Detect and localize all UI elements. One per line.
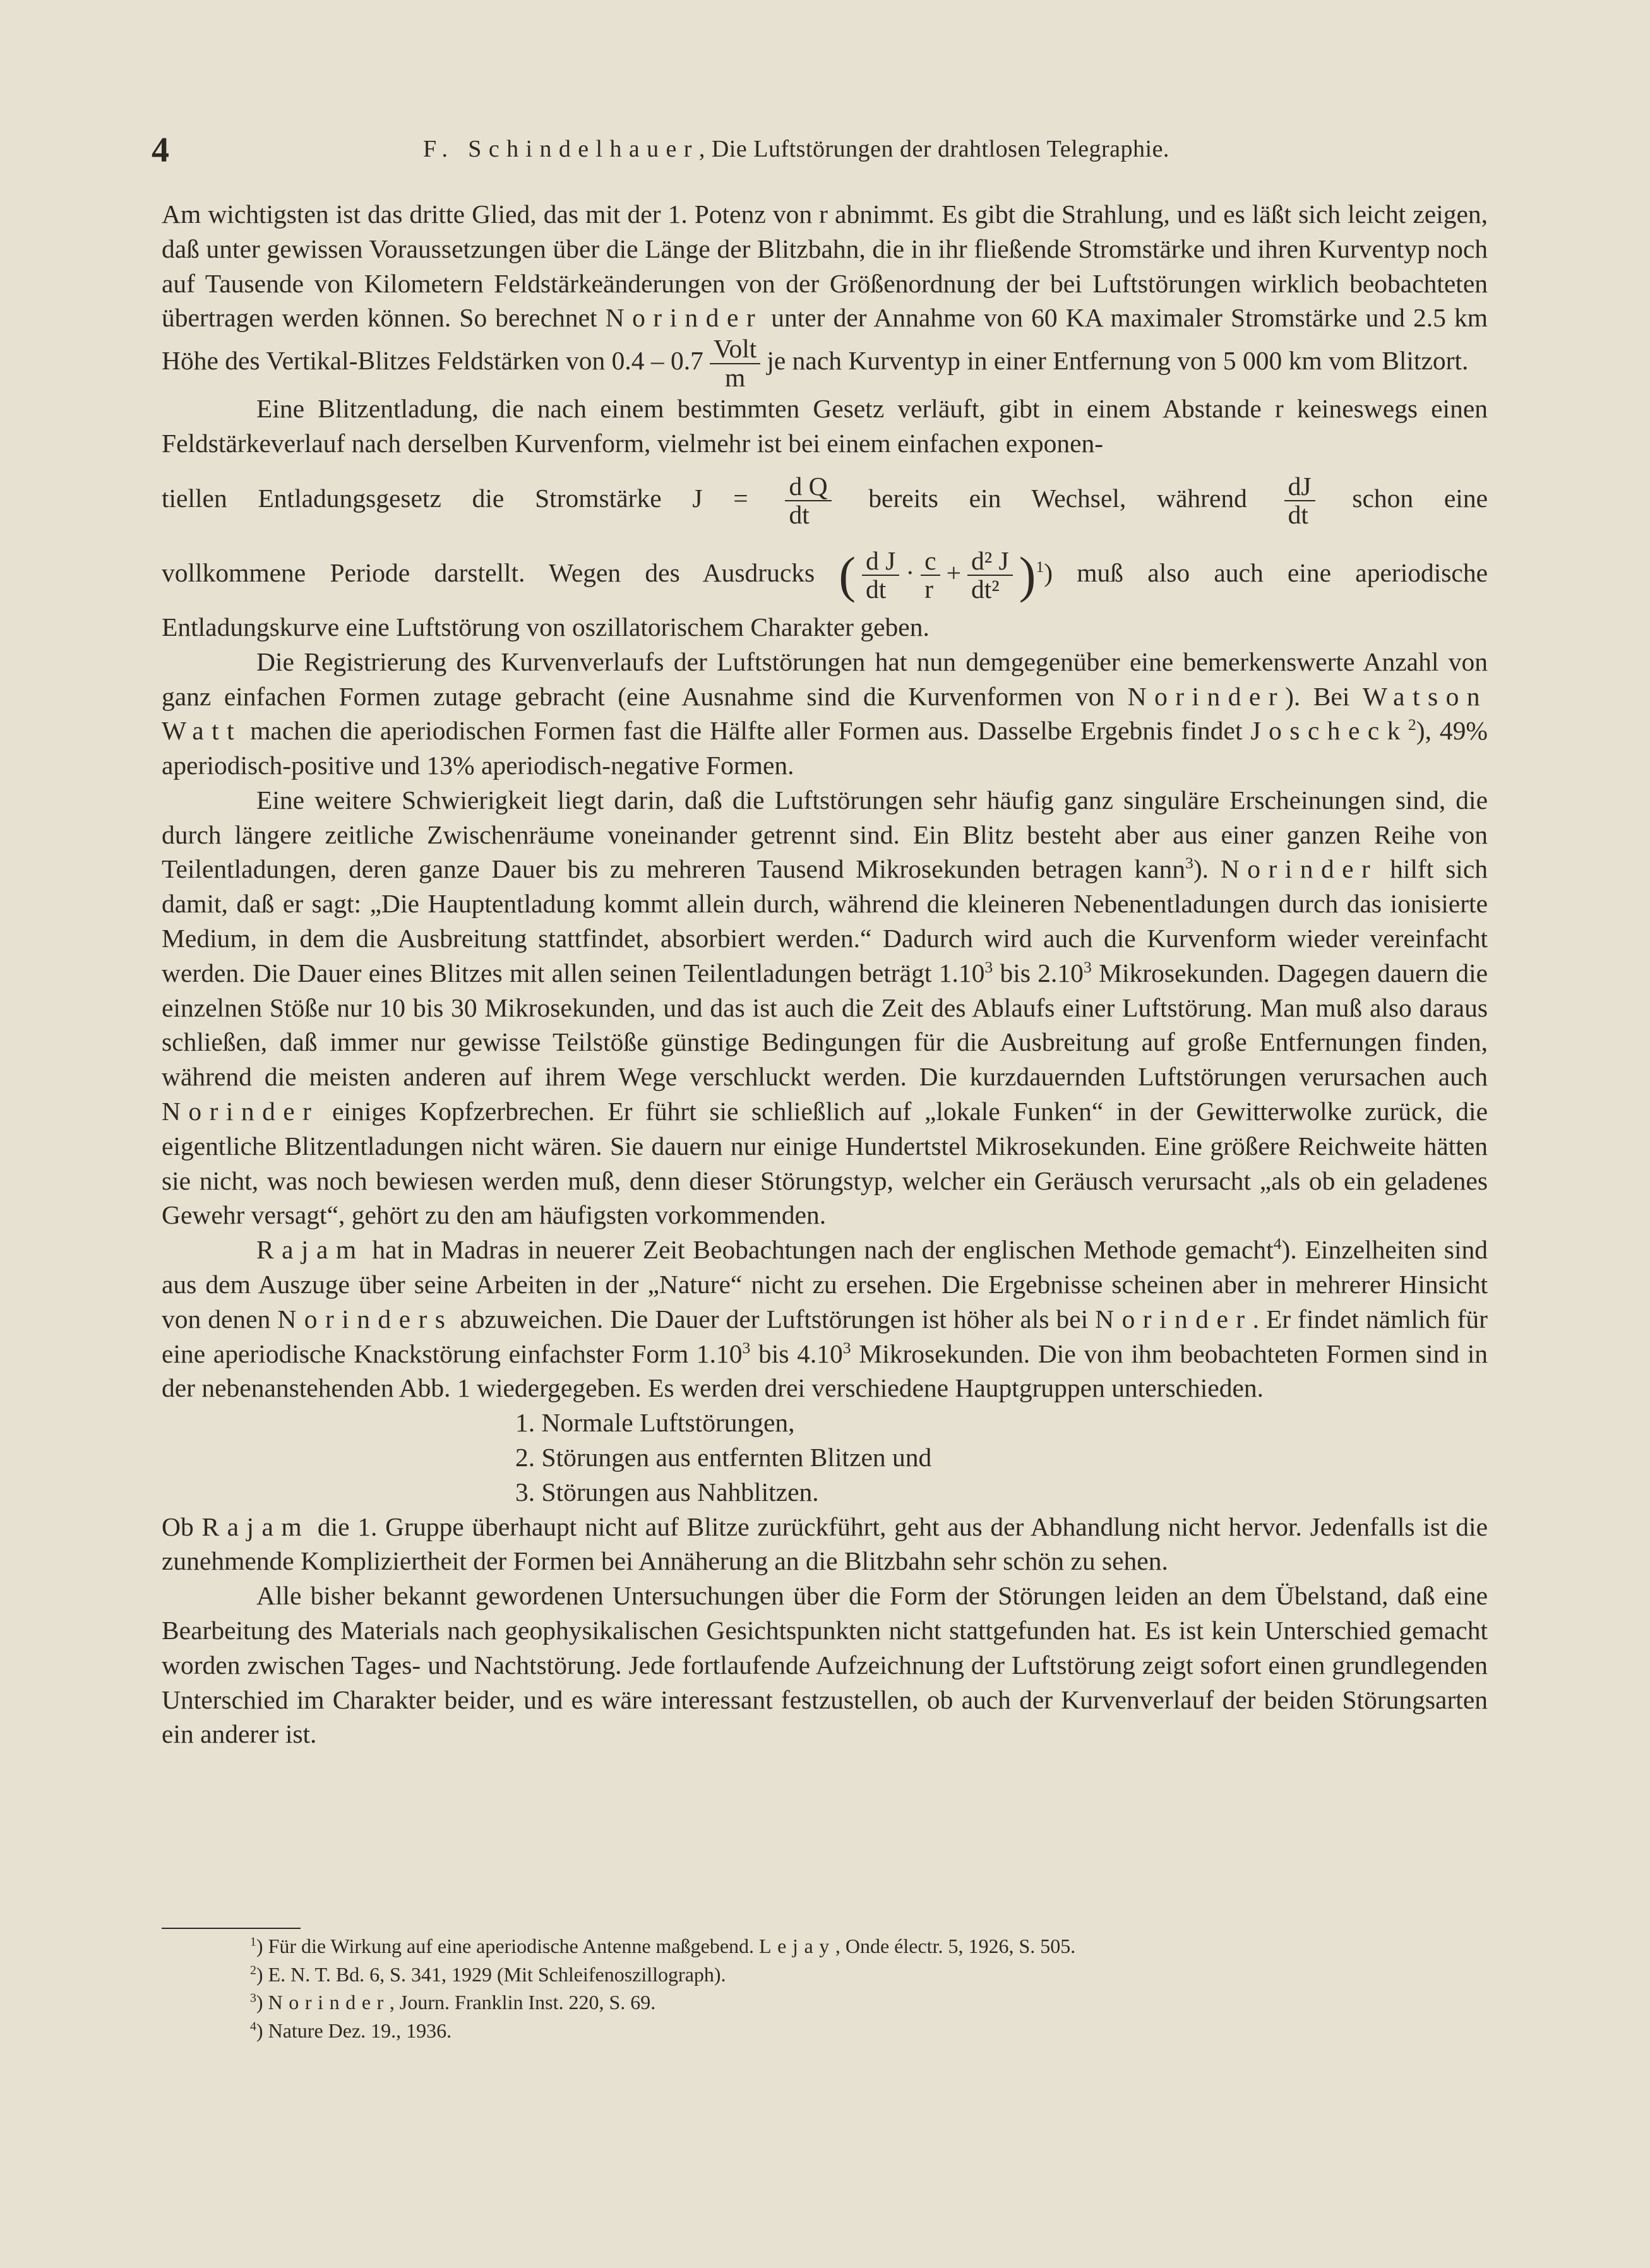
footnote-4 [250, 2017, 1450, 2045]
fraction-denominator: dt [866, 575, 887, 604]
text-run: machen die aperiodischen Formen fast die Hälfte aller Formen aus. Dasselbe Ergebnis findet [242, 716, 1251, 746]
paragraph-2-end [162, 610, 1488, 645]
fraction-denominator: dt [1288, 500, 1308, 530]
author-name: Norinder [268, 1991, 390, 2014]
author-name: Watson Watt [162, 681, 1488, 746]
author-name: F. Schindelhauer [423, 136, 699, 162]
fraction-numerator: c [921, 547, 940, 576]
fraction-volt-per-meter [710, 335, 760, 391]
footnotes [250, 1932, 1450, 2044]
text-run: einiges Kopfzerbrechen. Er führt sie schließlich auf „lokale Funken“ in der Gewitterwolke zurück, die eigentliche Blitzentladungen nicht wären. Sie dauern nur einige Hundertstel Mikrosekunden. Eine größere Reichweite hätten sie nicht, was noch bewiesen werden muß, denn dieser Störungstyp, welcher ein Geräusch verursacht „als ob ein geladenes Gewehr versagt“, gehört zu den am häufigsten vorkommenden. [162, 1097, 1488, 1230]
list-item: 1. Normale Luftstörungen, [515, 1408, 795, 1438]
author-name: Lejay [759, 1935, 835, 1957]
paragraph-1 [162, 197, 1488, 391]
author-name: Norinder [1095, 1304, 1253, 1334]
footnote-2 [250, 1961, 1450, 1989]
fraction-denominator: dt² [971, 575, 1000, 604]
text-run: abzuweichen. Die Dauer der Luftstörungen ist höher als bei [453, 1304, 1096, 1334]
text-run: . Er findet nämlich für eine aperiodische Knackstörung einfachster Form 1.10 [162, 1304, 1488, 1368]
fraction-numerator: Volt [710, 335, 760, 364]
text-run: ) Nature Dez. 19., 1936. [256, 2019, 452, 2042]
text-run: hat in Madras in neuerer Zeit Beobachtungen nach der englischen Methode gemacht [364, 1235, 1274, 1265]
text-run: Eine Blitzentladung, die nach einem bestimmten Gesetz verläuft, gibt in einem Abstande r keineswegs einen Feldstärkeverlauf nach derselben Kurvenform, vielmehr ist bei einem einfachen exponen- [162, 394, 1488, 458]
text-run: Eine weitere Schwierigkeit liegt darin, daß die Luftstörungen sehr häufig ganz singuläre Erscheinungen sind, die durch längere zeitliche Zwischenräume voneinander getrennt sind. Ein Blitz besteht aber aus einer ganzen Reihe von Teilentladungen, deren ganze Dauer bis zu mehreren Tausend Mikrosekunden betragen kann [162, 785, 1488, 884]
text-run: bis 4.10 [750, 1339, 843, 1368]
paragraph-5 [162, 1232, 1488, 1406]
footnote-mark: 2 [1408, 715, 1416, 734]
group-list [162, 1406, 1488, 1509]
paragraph-7: Alle bisher bekannt gewordenen Untersuchungen über die Form der Störungen leiden an dem Übelstand, daß eine Bearbeitung des Materials nach geophysikalischen Gesichtspunkten nicht stattgefunden hat. Es ist kein Unterschied gemacht worden zwischen Tages- und Nachtstörung. Jede fortlaufende Aufzeichnung der Luftstörung zeigt sofort einen grundlegenden Unterschied im Charakter beider, und es wäre interessant festzustellen, ob auch der Kurvenverlauf der beiden Störungsarten ein anderer ist. [162, 1581, 1488, 1749]
fraction-numerator: d J [862, 547, 899, 576]
article-title: , Die Luftstörungen der drahtlosen Telegraphie. [698, 136, 1169, 162]
list-item: 2. Störungen aus entfernten Blitzen und [515, 1443, 932, 1472]
page-header [152, 130, 1490, 181]
text-run: Mikrosekunden. Die von ihm beobachteten Formen sind in der nebenanstehenden Abb. 1 wiedergegeben. Es werden drei verschiedene Hauptgruppen unterschieden. [162, 1339, 1488, 1403]
footnote-1 [250, 1932, 1450, 1961]
footnote-number: 1 [250, 1935, 256, 1949]
formula-line-1 [162, 461, 1488, 535]
footnote-number: 3 [250, 1991, 256, 2005]
fraction-c-r [921, 547, 940, 604]
text-run: muß also auch eine aperiodische [1077, 558, 1488, 587]
author-name: Norinder [1220, 854, 1378, 884]
text-run: bereits ein Wechsel, während [868, 483, 1247, 513]
footnote-mark: 3 [1185, 854, 1193, 873]
fraction-dj-dt [1284, 473, 1315, 529]
fraction-numerator: d² J [967, 547, 1013, 576]
text-run: ). Einzelheiten sind aus dem Auszuge über seine Arbeiten in der „Nature“ nicht zu ersehen. Die Ergebnisse scheinen aber in mehrerer Hinsicht von denen [162, 1235, 1488, 1334]
text-run: ). Bei [1285, 681, 1363, 711]
text-run: Mikrosekunden. Dagegen dauern die einzelnen Stöße nur 10 bis 30 Mikrosekunden, und das ist auch die Zeit des Ablaufs einer Luftstörung. Man muß also daraus schließen, daß immer nur gewisse Teilstöße günstige Bedingungen für die Ausbreitung auf große Entfernungen finden, während die meisten anderen auf ihrem Wege verschluckt werden. Die kurzdauernden Luftstörungen verursachen auch [162, 958, 1488, 1092]
formula-close: ) [1044, 558, 1053, 587]
running-title [423, 135, 1169, 163]
text-run: Ob [162, 1512, 202, 1541]
paragraph-4 [162, 783, 1488, 1232]
text-run: ) Für die Wirkung auf eine aperiodische Antenne maßgebend. [256, 1935, 760, 1957]
fraction-numerator: dJ [1284, 473, 1315, 502]
text-run: hilft sich damit, daß er sagt: „Die Hauptentladung kommt allein durch, während die kleineren Nebenentladungen durch das ionisierte Medium, in dem die Ausbreitung stattfindet, absorbiert werden.“ Dadurch wird auch die Kurvenform wieder vereinfacht werden. Die Dauer eines Blitzes mit allen seinen Teilentladungen beträgt 1.10 [162, 854, 1488, 988]
author-name: Norinders [277, 1304, 453, 1334]
text-run: die 1. Gruppe überhaupt nicht auf Blitze zurückführt, geht aus der Abhandlung nicht hervor. Jedenfalls ist die zunehmende Kompliziertheit der Formen bei Annäherung an die Blitzbahn sehr schön zu sehen. [162, 1512, 1488, 1576]
formula-paren: ) [1019, 547, 1036, 604]
text-run: Die Registrierung des Kurvenverlaufs der Luftstörungen hat nun demgegenüber eine bemerkenswerte Anzahl von ganz einfachen Formen zutage gebracht (eine Ausnahme sind die Kurvenformen von [162, 647, 1488, 711]
author-name: Joscheck [1250, 716, 1408, 746]
formula-line-2 [162, 535, 1488, 610]
exponent: 3 [1083, 958, 1092, 977]
footnote-3 [250, 1988, 1450, 2017]
fraction-dq-dt [785, 473, 831, 529]
text-run: schon eine [1352, 483, 1488, 513]
author-name: Rajam [256, 1235, 364, 1265]
text-run: ) E. N. T. Bd. 6, S. 341, 1929 (Mit Schleifenoszillograph). [256, 1962, 726, 1986]
footnote-number: 4 [250, 2019, 256, 2033]
text-run: unter der Annahme von 60 KA maximaler Stromstärke und 2.5 km Höhe des Vertikal-Blitzes Feldstärken von 0.4 – 0.7 [162, 303, 1488, 376]
page-number: 4 [152, 131, 169, 170]
text-run: ) [256, 1991, 268, 2014]
text-run: , Journ. Franklin Inst. 220, S. 69. [389, 1991, 656, 2014]
footnote-mark: 4 [1273, 1234, 1282, 1253]
paragraph-3 [162, 645, 1488, 783]
text-run: ). [1193, 854, 1221, 884]
paragraph-2 [162, 391, 1488, 461]
footnote-mark: 1 [1036, 558, 1044, 576]
exponent: 3 [984, 958, 993, 977]
fraction-denominator: dt [789, 500, 810, 530]
paragraph-6 [162, 1510, 1488, 1579]
footnote-number: 2 [250, 1962, 256, 1977]
fraction-numerator: d Q [785, 473, 831, 502]
fraction-dj-dt [862, 547, 899, 604]
footnote-rule [162, 1928, 301, 1929]
fraction-denominator: m [724, 362, 746, 392]
author-name: Norinder [605, 303, 763, 333]
text-run: vollkommene Periode darstellt. Wegen des Ausdrucks [162, 558, 815, 587]
text-run: Am wichtigsten ist das dritte Glied, das mit der 1. Potenz von r abnimmt. Es gibt die Strahlung, und es läßt sich leicht zeigen, daß unter gewissen Voraussetzungen über die Länge der Blitzbahn, die in ihr fließende Stromstärke und ihren Kurventyp noch auf Tausende von Kilometern Feldstärkeänderungen von der Größenordnung der bei Luftstörungen wirklich beobachteten übertragen werden können. So berechnet [162, 200, 1488, 333]
body-text [162, 197, 1488, 1752]
exponent: 3 [742, 1338, 751, 1357]
formula-paren: ( [839, 547, 856, 604]
text-run: je nach Kurventyp in einer Entfernung von 5 000 km vom Blitzort. [767, 346, 1469, 376]
list-item: 3. Störungen aus Nahblitzen. [515, 1477, 819, 1507]
text-run: tiellen Entladungsgesetz die Stromstärke J = [162, 483, 748, 513]
author-name: Norinder [162, 1097, 320, 1126]
exponent: 3 [842, 1338, 851, 1357]
text-run: ), 49% aperiodisch-positive und 13% aperiodisch-negative Formen. [162, 716, 1488, 780]
text-run: , Onde électr. 5, 1926, S. 505. [835, 1935, 1076, 1957]
author-name: Rajam [201, 1512, 310, 1541]
formula-operator: + [946, 558, 961, 587]
fraction-denominator: r [924, 575, 933, 604]
author-name: Norinder [1127, 681, 1286, 711]
text-run: Entladungskurve eine Luftstörung von oszillatorischem Charakter geben. [162, 612, 930, 642]
fraction-d2j-dt2 [967, 547, 1013, 604]
formula-operator: · [906, 558, 915, 587]
text-run: bis 2.10 [993, 958, 1084, 988]
